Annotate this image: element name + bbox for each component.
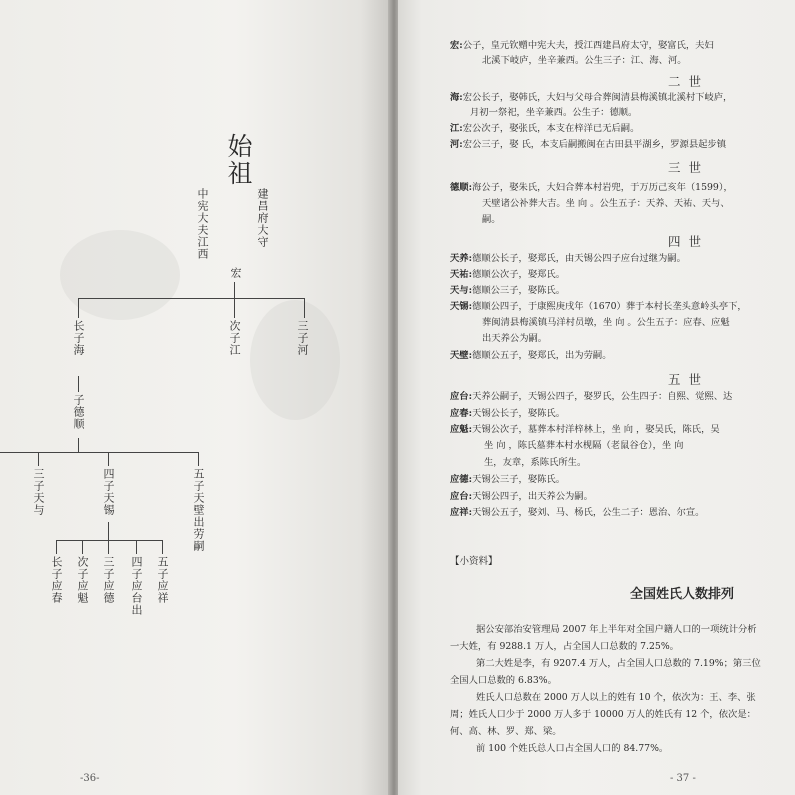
text-line: 应德:天锡公三子，娶陈氏。 [450, 474, 566, 485]
text-line: 海:宏公长子，娶韩氏，大妇与父母合葬闽清县梅溪镇北溪村下岐庐， [450, 92, 733, 103]
text-line: 天祐:德顺公次子，娶郑氏。 [450, 269, 566, 280]
gen4-tianbi: 五子天壁出劳嗣 [192, 468, 205, 552]
text-line: 应祥:天锡公五子，娶刘、马、杨氏，公生二子：恩治、尔宣。 [450, 507, 705, 518]
text-line: 周；姓氏人口少于 2000 万人多于 10000 万人的姓氏有 12 个，依次是： [450, 709, 756, 720]
text-line: 月初一祭祀，坐辛兼西。公生子：德顺。 [470, 107, 638, 118]
text-line: 江:宏公次子，娶张氏，本支在梓洋已无后嗣。 [450, 123, 640, 134]
founder-title-left: 中宪大夫江西 [196, 188, 209, 260]
gen4-tianyu: 三子天与 [32, 468, 45, 516]
text-line: 前 100 个姓氏总人口占全国人口的 84.77%。 [476, 743, 669, 754]
gen3-deshun: 子德顺 [72, 394, 85, 430]
text-line: 生，友章，系陈氏所生。 [484, 457, 587, 468]
right-page [398, 0, 795, 795]
gen2-jiang: 次子江 [228, 320, 241, 356]
text-line: 天养:德顺公长子，娶郑氏，由天锡公四子应台过继为嗣。 [450, 253, 686, 264]
page-number: - 37 - [670, 773, 696, 784]
text-line: 德顺:海公子，娶朱氏，大妇合葬本村岩兜，于万历己亥年（1599）， [450, 182, 733, 193]
tree-line [234, 298, 235, 318]
text-line: 天与:德顺公三子，娶陈氏。 [450, 285, 566, 296]
tree-line [234, 282, 235, 298]
text-line: 葬闽清县梅溪镇马洋村员墩，坐 向 。公生五子：应春、应魁 [482, 317, 730, 328]
text-line: 应魁:天锡公次子，墓葬本村洋梓林上，坐 向 ，娶吴氏，陈氏，吴 [450, 424, 720, 435]
text-line: 天壁诸公补葬大吉。坐 向 。公生五子：天养、天祐、天与、 [482, 198, 730, 209]
gen5-yingtai: 四子应台出 [130, 556, 143, 616]
tree-line [78, 438, 79, 452]
text-line: 宏:公子，皇元钦赠中宪大夫，授江西建昌府太守，娶富氏，夫妇 [450, 40, 714, 51]
gen5-yingchun: 长子应春 [50, 556, 63, 604]
gen5-yingde: 三子应德 [102, 556, 115, 604]
text-line: 北溪下岐庐，坐辛兼西。公生三子：江、海、河。 [482, 55, 687, 66]
text-line: 第二大姓是李，有 9207.4 万人，占全国人口总数的 7.19%；第三位 [476, 658, 761, 669]
tree-line [108, 540, 109, 554]
gen5-yingxiang: 五子应祥 [156, 556, 169, 604]
tree-line [304, 298, 305, 318]
text-line: 坐 向 ，陈氏墓葬本村水枧隔（老鼠谷仓），坐 向 [484, 440, 684, 451]
text-line: 姓氏人口总数在 2000 万人以上的姓有 10 个，依次为：王、李、张 [476, 692, 756, 703]
text-line: 出天养公为嗣。 [482, 333, 548, 344]
tree-line [38, 452, 39, 466]
generation-heading: 二 世 [668, 74, 703, 89]
page-number: -36- [80, 773, 100, 784]
tree-line [136, 540, 137, 554]
tree-line [108, 522, 109, 540]
text-line: 嗣。 [482, 214, 501, 225]
text-line: 天锡:德顺公四子，于康熙庚戌年（1670）葬于本村长垄头意岭头亭下， [450, 301, 747, 312]
scan-smear [250, 300, 340, 420]
tree-line [108, 452, 109, 466]
text-line: 河:宏公三子，娶 氏，本支后嗣搬闽在古田县平湖乡，罗源县起步镇 [450, 139, 727, 150]
generation-heading: 五 世 [668, 372, 703, 387]
tree-line [78, 376, 79, 392]
tree-line [0, 452, 198, 453]
text-line: 一大姓，有 9288.1 万人，占全国人口总数的 7.25%。 [450, 641, 679, 652]
tree-line [198, 452, 199, 466]
text-line: 应台:天锡公四子，出天养公为嗣。 [450, 491, 593, 502]
shizu-title: 始 祖 [227, 132, 253, 188]
left-page [0, 0, 392, 795]
text-line: 天壁:德顺公五子，娶郑氏，出为劳嗣。 [450, 350, 612, 361]
tree-line [78, 298, 305, 299]
ref-tag: 【小资料】 [450, 556, 498, 567]
tree-line [56, 540, 162, 541]
founder-name: 宏 [229, 267, 242, 279]
article-title: 全国姓氏人数排列 [630, 587, 735, 602]
founder-title-right: 建昌府大守 [256, 188, 269, 248]
text-line: 据公安部治安管理局 2007 年上半年对全国户籍人口的一项统计分析 [476, 624, 757, 635]
gen4-tianxi: 四子天锡 [102, 468, 115, 516]
text-line: 何、高、林、罗、郑、梁。 [450, 726, 562, 737]
generation-heading: 三 世 [668, 160, 703, 175]
tree-line [78, 298, 79, 318]
gen2-he: 三子河 [296, 320, 309, 356]
gen2-hai: 长子海 [72, 320, 85, 356]
tree-line [56, 540, 57, 554]
generation-heading: 四 世 [668, 234, 703, 249]
tree-line [82, 540, 83, 554]
text-line: 全国人口总数的 6.83%。 [450, 675, 557, 686]
tree-line [162, 540, 163, 554]
text-line: 应春:天锡公长子，娶陈氏。 [450, 408, 566, 419]
text-line: 应台:天养公嗣子，天锡公四子，娶罗氏，公生四子：自熙、觉熙、达 [450, 391, 733, 402]
gen5-yingkui: 次子应魁 [76, 556, 89, 604]
